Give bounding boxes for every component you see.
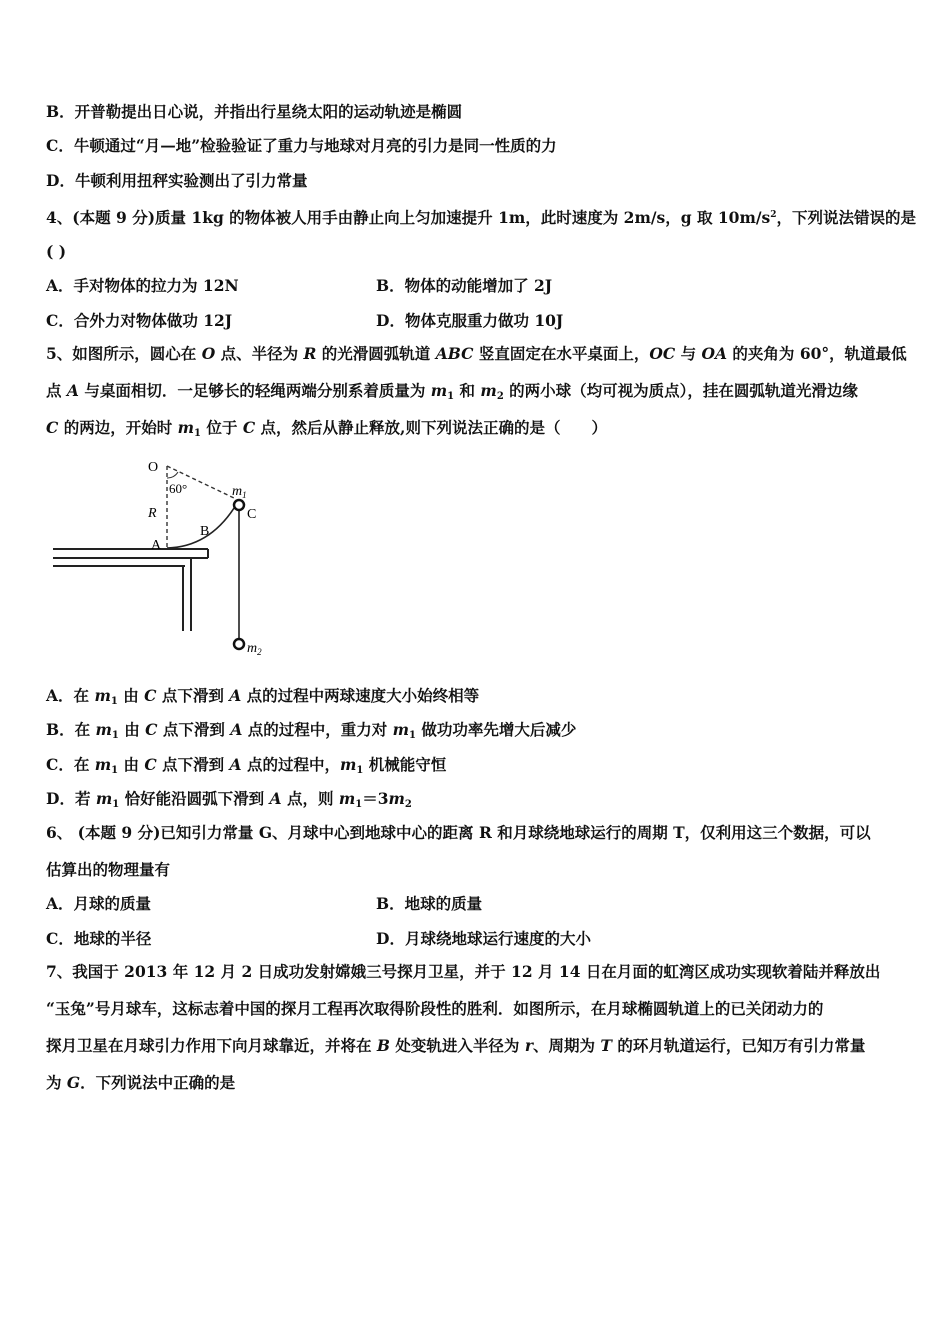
table-shape [53,549,208,631]
q3-option-c: C．牛顿通过“月—地”检验验证了重力与地球对月亮的引力是同一性质的力 [46,136,557,155]
label-b: B [200,524,210,539]
label-angle: 60° [169,481,188,496]
q4-option-c: C．合外力对物体做功 12J [46,311,233,330]
q5-stem-line2: 点 A 与桌面相切．一足够长的轻绳两端分别系着质量为 $m_1$ 和 $m_2$ 的两小球（均可视为质点），挂在圆弧轨道光滑边缘 [46,381,858,402]
q5-option-d: D．若 $m_1$ 恰好能沿圆弧下滑到 A 点，则 $m_1=3m_2$ [46,789,412,810]
label-o: O [148,460,159,475]
q5-stem-line3: C 的两边，开始时 $m_1$ 位于 C 点，然后从静止释放,则下列说法正确的是（ ） [46,418,607,439]
q6-stem-line1: 6、 (本题 9 分)已知引力常量 G、月球中心到地球中心的距离 R 和月球绕地球运行的周期 T，仅利用这三个数据，可以 [46,823,871,842]
q7-stem-line1: 7、我国于 2013 年 12 月 2 日成功发射嫦娥三号探月卫星，并于 12 月 14 日在月面的虹湾区成功实现软着陆并释放出 [46,962,881,981]
q5-figure [50,455,280,665]
q3-option-b: B．开普勒提出日心说，并指出行星绕太阳的运动轨迹是椭圆 [46,102,463,121]
q5-option-c: C．在 $m_1$ 由 C 点下滑到 A 点的过程中，$m_1$ 机械能守恒 [46,755,447,776]
q6-option-a: A．月球的质量 [46,894,152,913]
q6-option-c: C．地球的半径 [46,929,152,948]
label-a: A [151,538,162,553]
q7-stem-line3: 探月卫星在月球引力作用下向月球靠近，并将在 B 处变轨进入半径为 r、周期为 T 的环月轨道运行，已知万有引力常量 [46,1036,866,1055]
ball-m1 [234,500,244,510]
q5-stem-line1: 5、如图所示，圆心在 O 点、半径为 R 的光滑圆弧轨道 ABC 竖直固定在水平桌面上，OC 与 OA 的夹角为 60°，轨道最低 [46,344,907,363]
q6-stem-line2: 估算出的物理量有 [46,860,171,879]
q7-stem-line2: “玉兔”号月球车，这标志着中国的探月工程再次取得阶段性的胜利．如图所示，在月球椭圆轨道上的已关闭动力的 [46,999,824,1018]
label-c: C [247,507,257,522]
q6-option-d: D．月球绕地球运行速度的大小 [376,929,591,948]
q6-option-b: B．地球的质量 [376,894,483,913]
label-m2: $m_2$ [247,641,262,657]
q3-option-d: D．牛顿利用扭秤实验测出了引力常量 [46,171,308,190]
q4-stem-line2: ( ) [46,242,67,261]
q4-stem-line1: 4、(本题 9 分)质量 1kg 的物体被人用手由静止向上匀加速提升 1m，此时速度为 2m/s，g 取 $10m/s^2$，下列说法错误的是 [46,208,917,227]
label-r: R [148,506,157,521]
ball-m2 [234,639,244,649]
angle-arc [167,472,178,478]
q4-option-d: D．物体克服重力做功 10J [376,311,564,330]
q4-option-b: B．物体的动能增加了 2J [376,276,553,295]
q5-option-a: A．在 $m_1$ 由 C 点下滑到 A 点的过程中两球速度大小始终相等 [46,686,480,707]
q4-option-a: A．手对物体的拉力为 12N [46,276,239,295]
label-m1: $m_1$ [232,484,247,500]
q5-option-b: B．在 $m_1$ 由 C 点下滑到 A 点的过程中，重力对 $m_1$ 做功功率先增大后减少 [46,720,577,741]
q7-stem-line4: 为 G．下列说法中正确的是 [46,1073,236,1092]
